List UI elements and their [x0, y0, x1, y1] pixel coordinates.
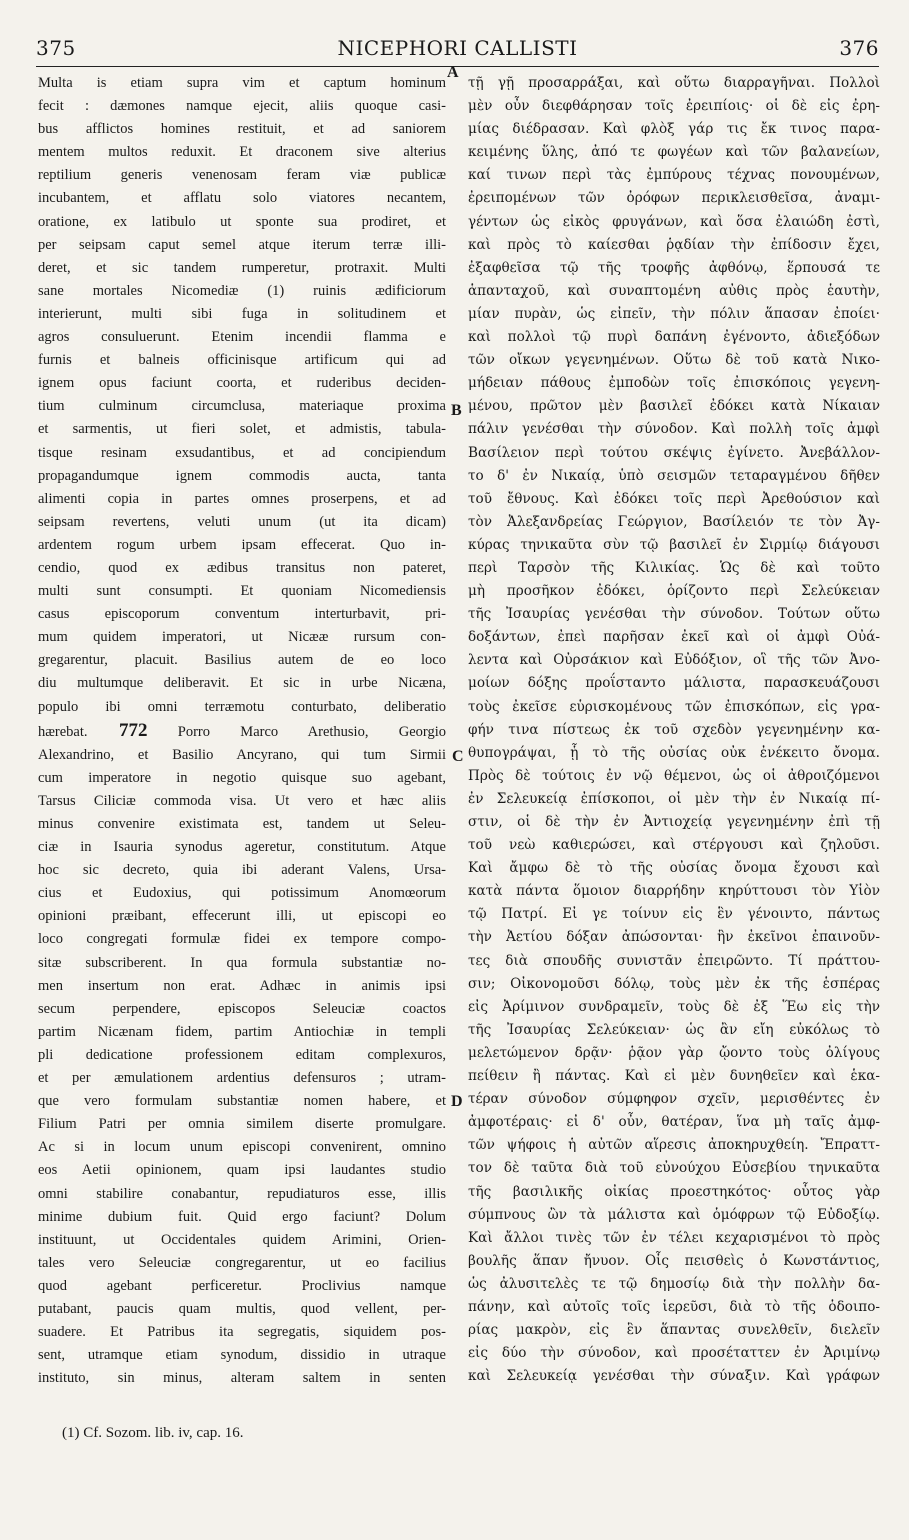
text-line: et per æmulationem ardentius defensuros ; utram-	[38, 1070, 446, 1087]
text-line: et sarmentis, ut fieri solet, et admistis, tabula-	[38, 421, 446, 438]
text-line: πείθειν ἢ πάντας. Καὶ εἰ μὲν δυνηθεῖεν καὶ ἑκα-	[468, 1068, 880, 1085]
text-line: εἰς Ἀρίμινον συνδραμεῖν, τοὺς δὲ ἐξ Ἕω εἰς τὴν	[468, 998, 880, 1015]
text-line: agros consuluerunt. Etenim incendii flamma e	[38, 329, 446, 346]
text-line: ardentem rogum urbem ipsam effecerat. Quo in-	[38, 536, 446, 553]
text-line: τοὺς ἐκεῖσε εὑρισκομένους τῶν ἐπισκόπων, εἰς γρα-	[468, 698, 880, 715]
text-line: θυπογράψαι, ᾗ τὸ τῆς οὐσίας οὐκ ἐνέκειτο ὄνομα.	[468, 744, 880, 761]
text-line: πάνην, καὶ αὐτοῖς τοῖς ἱερεῦσι, διὰ τὸ τῆς ὁδοιπο-	[468, 1298, 880, 1315]
text-line: πάλιν γενέσθαι τὴν σύνοδον. Καὶ πολλὴ τοῖς ἀμφὶ	[468, 421, 880, 438]
text-line: μίαν πυρὰν, ὡς εἰπεῖν, τὴν πόλιν ἅπασαν ἐποίει·	[468, 305, 880, 322]
text-line: per seipsam caput semel atque iterum terræ illi-	[38, 236, 446, 253]
text-line: ἀμφοτέραις· εἰ δ' οὖν, θατέραν, ἵνα μὴ ταῖς ἀμφ-	[468, 1114, 880, 1131]
text-line: κύρας τηνικαῦτα σὺν τῷ βασιλεῖ ἐν Σιρμίῳ διάγουσι	[468, 536, 880, 553]
text-line: λεντα καὶ Οὐρσάκιον καὶ Εὐδόξιον, οἳ τῆς τῶν Ἀνο-	[468, 652, 880, 669]
text-line: καὶ πρὸς τὸ καίεσθαι ῥᾳδίαν τὴν ἐπίδοσιν ἔχει,	[468, 236, 880, 253]
text-line: ρίας μακρὸν, εἰς ἓν ἅπαντας συνελθεῖν, διελεῖν	[468, 1322, 880, 1339]
section-marker-b: B	[451, 402, 462, 419]
text-line: Multa is etiam supra vim et captum hominum	[38, 75, 446, 91]
text-line: μίας διέδρασαν. Καὶ φλὸξ γάρ τις ἔκ τινος παρα-	[468, 121, 880, 138]
text-line: loco congregati formulæ fidei ex tempore compo-	[38, 931, 446, 948]
text-line: quod agebant perficeretur. Proclivius namque	[38, 1277, 446, 1294]
text-line: τῇ γῇ προσαρράξαι, καὶ οὕτω διαρραγῆναι. Πολλοὶ	[468, 75, 880, 91]
text-line: incubantem, et afflatu solo viatores necantem,	[38, 190, 446, 207]
text-line: instituunt, ut Occidentales quidem Arimini, Orien-	[38, 1231, 446, 1248]
text-line: Καὶ ἄλλοι τινὲς τῶν ἐν τέλει κεχαρισμένοι τὸ πρὸς	[468, 1229, 880, 1246]
text-line: pli dedicatione professionem editam complexuros,	[38, 1046, 446, 1063]
text-line: καὶ Σελευκείᾳ γενέσθαι τὴν σύναξιν. Καὶ γράφων	[468, 1368, 880, 1385]
text-line: minime dubium fuit. Quid ergo faciunt? Dolum	[38, 1208, 446, 1225]
latin-column	[38, 72, 446, 1390]
text-line: στιν, οἱ δὲ τὴν ἐν Ἀντιοχείᾳ γεγενημένην ἐπὶ τῇ	[468, 814, 880, 830]
text-line: δοξάντων, ἐπεὶ παρῆσαν ἐκεῖ καὶ οἱ ἀμφὶ Οὐά-	[468, 629, 880, 646]
text-line: sitæ subscriberent. In qua formula substantiæ no-	[38, 954, 446, 971]
text-line: περὶ Ταρσὸν τῆς Κιλικίας. Ὡς δὲ καὶ τοῦτο	[468, 559, 880, 576]
text-line-continuation: Porro Marco Arethusio, Georgio	[147, 723, 446, 740]
text-line: cum imperatore in negotio quisque suo agebant,	[38, 769, 446, 786]
text-line: τῶν οἴκων γεγενημένων. Οὕτω δὲ τοῦ κατὰ Νικο-	[468, 352, 880, 369]
text-line: τῷ Πατρί. Εἰ γε τοίνυν εἰς ἓν γένοιντο, πάντως	[468, 906, 880, 923]
text-line: τῆς Ἰσαυρίας Σελεύκειαν· ὡς ἂν εἴη εὐκόλως τὸ	[468, 1021, 880, 1038]
text-line: furnis et balneis officinisque artificum qui ad	[38, 352, 446, 369]
section-marker-d: D	[451, 1093, 463, 1110]
text-line: μοίων δόξης προΐσταντο μάλιστα, παρασκευάζουσι	[468, 675, 880, 692]
text-line: σιν; Οἰκονομοῦσι δόλῳ, τοὺς μὲν ἐκ τῆς ἑσπέρας	[468, 975, 880, 992]
text-line: tales vero Seleuciæ congregarentur, ut eo facilius	[38, 1254, 446, 1271]
text-line: ὡς ἀλυσιτελὲς τε τῷ δημοσίῳ διὰ τὴν πολλὴν δα-	[468, 1275, 880, 1292]
text-line: men insertum non erat. Adhæc in animis ipsi	[38, 977, 446, 994]
text-line: minus convenire existimata est, tandem ut Seleu-	[38, 816, 446, 832]
text-line: mum quidem imperatori, ut Nicææ rursum con-	[38, 629, 446, 646]
text-line: deret, et sic tandem rumperetur, protraxit. Multi	[38, 259, 446, 276]
text-line: cius et Eudoxius, qui potissimum Anomœorum	[38, 885, 446, 902]
text-line: diu multumque deliberavit. Et sic in urbe Nicæna,	[38, 675, 446, 692]
text-line: ἐν Σελευκείᾳ ἐπίσκοποι, οἱ μὲν τὴν ἐν Νικαίᾳ πί-	[468, 790, 880, 807]
text-line: Πρὸς δὲ τούτοις ἐν νῷ θέμενοι, ὡς οἱ ἀθροιζόμενοι	[468, 767, 880, 784]
text-line: εἰς δύο τὴν σύνοδον, καὶ προσέταττεν ἐν Ἀριμίνῳ	[468, 1345, 880, 1362]
text-line: suadere. Et Patribus ita segregatis, siquidem pos-	[38, 1324, 446, 1341]
text-line: omni stabilire conabantur, repudiaturos esse, illis	[38, 1185, 446, 1202]
text-line: τὴν Ἀετίου δόξαν ἀπώσονται· ἣν ἐκεῖνοι ἐπαινοῦν-	[468, 929, 880, 946]
text-line: ciæ in Isauria synodus ageretur, constitutum. Atque	[38, 839, 446, 856]
text-line: secum perpendere, episcopos Seleuciæ coactos	[38, 1000, 446, 1017]
text-line: τῆς βασιλικῆς οἰκίας προεστηκότος· οὗτος γὰρ	[468, 1183, 880, 1200]
page-number-left: 375	[36, 36, 76, 60]
text-line: τὸν Ἀλεξανδρείας Γεώργιον, Βασίλειόν τε τὸν Ἀγ-	[468, 513, 880, 530]
text-line: τες διὰ σπουδῆς συνιστᾶν ἐπειρῶντο. Τί πράττου-	[468, 952, 880, 969]
text-line: Καὶ ἄμφω δὲ τὸ τῆς οὐσίας ὄνομα ἔχουσι καὶ	[468, 860, 880, 877]
text-line: mentem multos reduxit. Et draconem sive alterius	[38, 144, 446, 161]
text-line: tium culminum circumclusa, materiaque proxima	[38, 398, 446, 415]
text-line: sent, utramque etiam synodum, dissidio in utraque	[38, 1347, 446, 1364]
text-line: τον δὲ ταῦτα διὰ τοῦ εὐνούχου Εὐσεβίου τηνικαῦτα	[468, 1160, 880, 1177]
section-marker-a: A	[447, 64, 459, 81]
text-line: σύμπνους ὢν τὰ μάλιστα καὶ ὁμόφρων τῷ Εὐδοξίῳ.	[468, 1206, 880, 1223]
text-line: fecit : dæmones namque ejecit, aliis quoque casi-	[38, 98, 446, 115]
text-line: μένου, πρῶτον μὲν βασιλεῖ ἐδόκει κατὰ Νίκαιαν	[468, 398, 880, 415]
text-line: μὴ προσῆκον ἐδόκει, ὁρίζοντο περὶ Σελεύκειαν	[468, 583, 880, 600]
text-line: multi sunt consumpti. Et quoniam Nicomediensis	[38, 583, 446, 600]
text-line: seipsam revertens, veluti unum (ut ita dicam)	[38, 513, 446, 530]
text-line: κατὰ πάντα ὅμοιον διαρρήδην κηρύττουσι τὸν Υἱὸν	[468, 883, 880, 900]
text-line: τῆς Ἰσαυρίας γενέσθαι τὴν σύνοδον. Τούτων οὕτω	[468, 606, 880, 623]
section-marker-c: C	[452, 748, 464, 765]
text-line: sane mortales Nicomediæ (1) ruinis ædificiorum	[38, 282, 446, 299]
text-line: oratione, ex latibulo ut sponte sua prodiret, et	[38, 213, 446, 230]
text-line: τοῦ ἔθνους. Καὶ ἐδόκει τοῖς περὶ Ἀρεθούσιον καὶ	[468, 490, 880, 507]
text-line: Filium Patri per omnia similem diserte promulgare.	[38, 1116, 446, 1133]
text-line: opinioni præibant, effecerunt illi, ut episcopi eo	[38, 908, 446, 925]
text-line: Tarsus Ciliciæ commoda visa. Ut vero et hæc aliis	[38, 792, 446, 809]
text-line: τῶν ψήφοις ἡ αὐτῶν αἵρεσις ἀποκηρυχθείη. Ἔπραττ-	[468, 1137, 880, 1154]
text-line: καί τινων περὶ τὰς ἐμπύρους τέχνας πονουμένων,	[468, 167, 880, 184]
text-line: μελετώμενον δρᾷν· ῥᾷον γὰρ ᾤοντο τοὺς ὀλίγους	[468, 1044, 880, 1061]
text-line: cendio, quod ex ædibus transitus non pateret,	[38, 559, 446, 576]
text-line: γέντων ὡς εἰκὸς φρυγάνων, καὶ ὅσα ἐλαιώδη ἐστὶ,	[468, 213, 880, 230]
text-line: putabant, paucis quam multis, quod vellent, per-	[38, 1300, 446, 1317]
text-line: casus episcoporum conventum interturbavit, pri-	[38, 606, 446, 623]
text-line: que vero formulam substantiæ nomen habere, et	[38, 1093, 446, 1110]
running-header	[36, 30, 879, 67]
text-line: reptilium generis venenosam feram viæ publicæ	[38, 167, 446, 184]
text-line: ignem opus faciunt coorta, et ruderibus deciden-	[38, 375, 446, 392]
text-line: μὲν οὖν διεφθάρησαν τοῖς ἐρειπίοις· οἱ δὲ εἰς ἐρη-	[468, 98, 880, 115]
text-line: propagandumque ignem commodis aucta, tanta	[38, 467, 446, 484]
text-line: interierunt, multi sibi fuga in solitudinem et	[38, 305, 446, 322]
greek-column	[468, 72, 880, 1388]
text-line: βουλῆς ἅπαν ἤνυον. Οἷς πεισθεὶς ὁ Κωνστάντιος,	[468, 1252, 880, 1269]
text-line: eos Aetii opinionem, quam ipsi laudantes studio	[38, 1162, 446, 1179]
text-line: tisque resinam exsudantibus, et ad concipiendum	[38, 444, 446, 461]
text-line: τοῦ νεὼ καθιερώσει, καὶ στέργουσι καὶ ζηλοῦσι.	[468, 837, 880, 854]
text-line: μήδειαν πάθους ἐμποδὼν τοῖς ἐπισκόποις γεγενη-	[468, 375, 880, 392]
text-line: ἐξαφθεῖσα τῷ τῆς τροφῆς ἀφθόνῳ, ἕρπουσά τε	[468, 259, 880, 276]
page-number-right: 376	[839, 36, 879, 60]
text-line: καὶ πολλοὶ τῷ πυρὶ δαπάνη ἐγένοντο, ἀδιεξόδων	[468, 329, 880, 346]
text-line: partim Nicænam fidem, partim Antiochiæ in templi	[38, 1023, 446, 1040]
text-line: Βασίλειον περὶ τούτου σκέψις ἐγίνετο. Ἀνεβάλλον-	[468, 444, 880, 461]
text-line: Alexandrino, et Basilio Ancyrano, qui tum Sirmii	[38, 746, 446, 763]
text-line: populo ibi omni terræmotu conturbato, deliberatio	[38, 698, 446, 715]
text-line: gregarentur, placuit. Basilius autem de eo loco	[38, 652, 446, 669]
text-line: ἐρειπομένων τῶν ὀρόφων περικλεισθεῖσα, ἀναμι-	[468, 190, 880, 207]
column-reference-number: 772	[87, 719, 148, 741]
text-line: φήν τινα πίστεως ἐκ τοῦ σχεδὸν γεγενημένην κα-	[468, 721, 880, 738]
text-line: hoc sic decreto, quia ibi aderant Valens, Ursa-	[38, 862, 446, 879]
text-line: bus afflictos homines restituit, et ad saniorem	[38, 121, 446, 138]
text-line: instituto, sin minus, alteram saltem in senten	[38, 1370, 446, 1387]
text-line: τέραν σύνοδον σύμφηφον σχεῖν, μερισθέντες ἐν	[468, 1091, 880, 1108]
running-title: NICEPHORI CALLISTI	[337, 36, 578, 60]
text-line: κειμένης ὕλης, ἀπό τε φωγέων καὶ τῶν βαλανείων,	[468, 144, 880, 161]
text-line: alimenti copia in partes omnes proserpens, et ad	[38, 490, 446, 507]
text-line: το δ' ἐν Νικαίᾳ, ὑπὸ σεισμῶν τεταραγμένου δῆθεν	[468, 467, 880, 484]
footnote: (1) Cf. Sozom. lib. iv, cap. 16.	[62, 1425, 244, 1441]
text-line: hærebat. 772 Porro Marco Arethusio, Georgio	[38, 719, 446, 741]
text-line: ἁπανταχοῦ, καὶ συναπτομένη αὐθις πρὸς ἑαυτὴν,	[468, 282, 880, 299]
text-line: Ac si in locum unum episcopi convenirent, omnino	[38, 1139, 446, 1156]
